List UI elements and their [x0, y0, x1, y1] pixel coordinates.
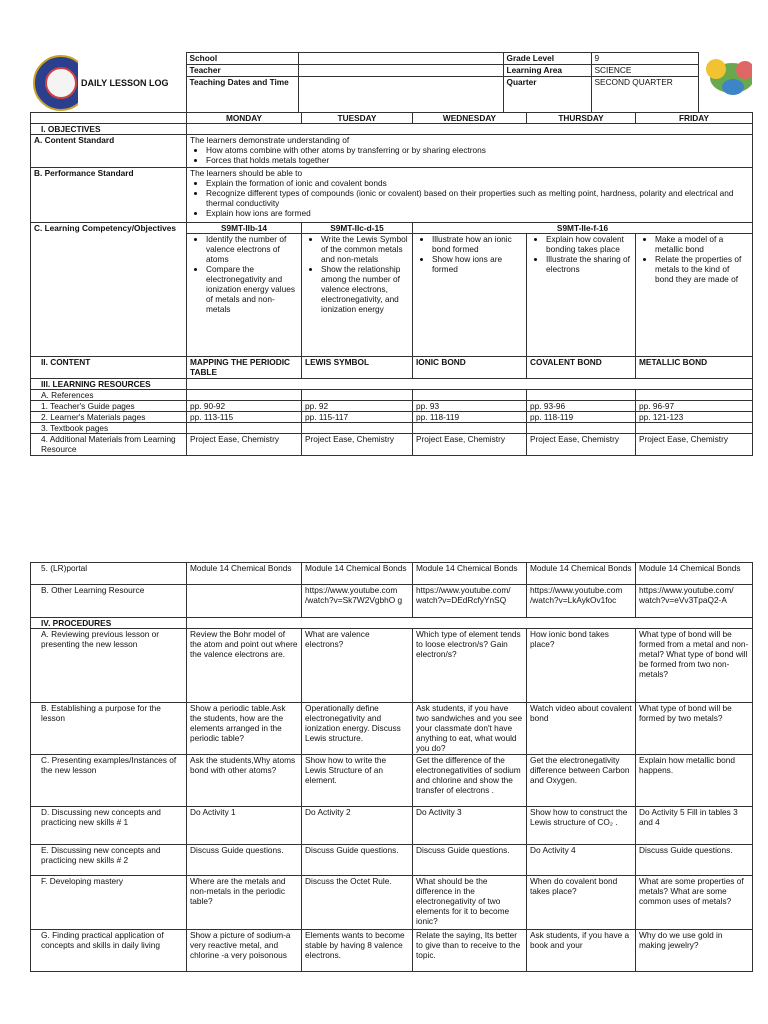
competency-item: • Illustrate the sharing of electrons [546, 254, 632, 274]
textbook-cell [527, 423, 636, 434]
performance-standard-label: B. Performance Standard [31, 168, 187, 223]
procedure-cell: Operationally define electronegativity and ionization energy. Discuss Lewis structure. [302, 703, 413, 755]
competency-item: • Explain how covalent bonding takes place [546, 234, 632, 254]
procedure-cell: What are valence electrons? [302, 629, 413, 703]
competency-item: • Show the relationship among the number of valence electrons, electronegativity, and ionization energy [321, 264, 409, 314]
tg-pages: pp. 92 [302, 401, 413, 412]
resources-heading: III. LEARNING RESOURCES [31, 379, 187, 390]
competency-item: • Make a model of a metallic bond [655, 234, 749, 254]
quarter-value: SECOND QUARTER [591, 77, 698, 113]
procedure-cell: Get the difference of the electronegativities of sodium and chlorine and show the transfer of electrons . [413, 755, 527, 807]
corner-cell [31, 113, 187, 124]
lesson-log-title: DAILY LESSON LOG [81, 77, 169, 88]
performance-standard-intro: The learners should be able to [190, 168, 303, 178]
science-logo-cell [698, 53, 752, 113]
procedure-cell: Elements wants to become stable by having 8 valence electrons. [302, 930, 413, 972]
procedure-cell: Do Activity 4 [527, 845, 636, 876]
lr-portal: Module 14 Chemical Bonds [413, 563, 527, 585]
day-monday: MONDAY [187, 113, 302, 124]
day-wednesday: WEDNESDAY [413, 113, 527, 124]
procedure-cell: Which type of element tends to loose electron/s? Gain electron/s? [413, 629, 527, 703]
additional-material: Project Ease, Chemistry [527, 434, 636, 456]
other-resource-label: B. Other Learning Resource [31, 585, 187, 618]
procedures-heading: IV. PROCEDURES [31, 618, 187, 629]
objectives-blank [187, 124, 753, 135]
objectives-heading: I. OBJECTIVES [31, 124, 187, 135]
procedure-cell: Discuss Guide questions. [302, 845, 413, 876]
code-tuesday: S9MT-IIc-d-15 [302, 223, 413, 234]
content-standard-item: • Forces that holds metals together [206, 155, 749, 165]
procedure-cell: Why do we use gold in making jewelry? [636, 930, 753, 972]
day-tuesday: TUESDAY [302, 113, 413, 124]
procedure-cell: Do Activity 3 [413, 807, 527, 845]
grade-label: Grade Level [503, 53, 591, 65]
additional-label: 4. Additional Materials from Learning Resource [31, 434, 187, 456]
procedure-cell: Show how to construct the Lewis structure of CO₂ . [527, 807, 636, 845]
continuation-table [30, 562, 753, 972]
textbook-cell [302, 423, 413, 434]
textbook-label: 3. Textbook pages [31, 423, 187, 434]
procedure-cell: Relate the saying, Its better to give than to receive to the topic. [413, 930, 527, 972]
procedure-label: E. Discussing new concepts and practicing new skills # 2 [31, 845, 187, 876]
lm-pages: pp. 118-119 [527, 412, 636, 423]
procedure-label: B. Establishing a purpose for the lesson [31, 703, 187, 755]
tg-pages: pp. 90-92 [187, 401, 302, 412]
competency-tuesday [302, 234, 413, 357]
teacher-label: Teacher [186, 65, 298, 77]
dates-label: Teaching Dates and Time [186, 77, 298, 113]
content-standard-intro: The learners demonstrate understanding of [190, 135, 350, 145]
tg-label: 1. Teacher's Guide pages [31, 401, 187, 412]
references-cell [302, 390, 413, 401]
lr-portal: Module 14 Chemical Bonds [636, 563, 753, 585]
school-value [298, 53, 503, 65]
tg-pages: pp. 93-96 [527, 401, 636, 412]
competency-item: • Illustrate how an ionic bond formed [432, 234, 523, 254]
procedure-cell: When do covalent bond takes place? [527, 876, 636, 930]
lr-portal-label: 5. (LR)portal [31, 563, 187, 585]
procedure-cell: How ionic bond takes place? [527, 629, 636, 703]
procedure-cell: Show how to write the Lewis Structure of an element. [302, 755, 413, 807]
procedure-cell: Discuss the Octet Rule. [302, 876, 413, 930]
teacher-value [298, 65, 503, 77]
procedure-cell: Where are the metals and non-metals in the periodic table? [187, 876, 302, 930]
topic-thursday: COVALENT BOND [527, 357, 636, 379]
references-cell [527, 390, 636, 401]
area-label: Learning Area [503, 65, 591, 77]
procedure-cell: Get the electronegativity difference between Carbon and Oxygen. [527, 755, 636, 807]
procedures-blank [187, 618, 753, 629]
topic-friday: METALLIC BOND [636, 357, 753, 379]
code-wed-fri: S9MT-IIe-f-16 [413, 223, 753, 234]
deped-seal-icon [33, 55, 78, 111]
references-cell [413, 390, 527, 401]
procedure-cell: Do Activity 5 Fill in tables 3 and 4 [636, 807, 753, 845]
procedure-cell: Discuss Guide questions. [636, 845, 753, 876]
procedure-cell: What type of bond will be formed from a metal and non-metal? What type of bond will be formed from two non-metals? [636, 629, 753, 703]
procedure-cell: Show a periodic table.Ask the students, how are the elements arranged in the periodic table? [187, 703, 302, 755]
main-table [30, 112, 753, 456]
references-cell [636, 390, 753, 401]
lr-portal: Module 14 Chemical Bonds [527, 563, 636, 585]
references-cell [187, 390, 302, 401]
additional-material: Project Ease, Chemistry [413, 434, 527, 456]
procedure-cell: Watch video about covalent bond [527, 703, 636, 755]
performance-standard [187, 168, 753, 223]
lr-portal: Module 14 Chemical Bonds [302, 563, 413, 585]
additional-material: Project Ease, Chemistry [636, 434, 753, 456]
competency-item: • Identify the number of valence electrons of atoms [206, 234, 298, 264]
lm-pages: pp. 121-123 [636, 412, 753, 423]
textbook-cell [187, 423, 302, 434]
competency-thursday [527, 234, 636, 357]
competency-item: • Relate the properties of metals to the kind of bond they are made of [655, 254, 749, 284]
content-heading: II. CONTENT [31, 357, 187, 379]
procedure-label: A. Reviewing previous lesson or presenting the new lesson [31, 629, 187, 703]
area-value: SCIENCE [591, 65, 698, 77]
lr-portal: Module 14 Chemical Bonds [187, 563, 302, 585]
procedure-cell: Show a picture of sodium-a very reactive metal, and chlorine -a very poisonous [187, 930, 302, 972]
lm-label: 2. Learner's Materials pages [31, 412, 187, 423]
lm-pages: pp. 115-117 [302, 412, 413, 423]
procedure-cell: Discuss Guide questions. [413, 845, 527, 876]
procedure-cell: What should be the difference in the electronegativity of two elements for it to become ionic? [413, 876, 527, 930]
code-monday: S9MT-IIb-14 [187, 223, 302, 234]
additional-material: Project Ease, Chemistry [302, 434, 413, 456]
header-table [30, 52, 752, 113]
competency-monday [187, 234, 302, 357]
grade-value: 9 [591, 53, 698, 65]
day-friday: FRIDAY [636, 113, 753, 124]
topic-wednesday: IONIC BOND [413, 357, 527, 379]
performance-standard-item: • Explain the formation of ionic and covalent bonds [206, 178, 749, 188]
competency-item: • Show how ions are formed [432, 254, 523, 274]
seal-cell [30, 53, 78, 113]
procedure-cell: Do Activity 2 [302, 807, 413, 845]
topic-tuesday: LEWIS SYMBOL [302, 357, 413, 379]
other-resource-link[interactable]: https://www.youtube.com/ watch?v=eVv3TpaQ2-A [636, 585, 753, 618]
content-standard [187, 135, 753, 168]
procedure-cell: Ask students, if you have two sandwiches and you see your classmate don't have anything to eat, what would you do? [413, 703, 527, 755]
dates-value [298, 77, 503, 113]
procedure-cell: Review the Bohr model of the atom and point out where the valence electrons are. [187, 629, 302, 703]
content-standard-label: A. Content Standard [31, 135, 187, 168]
school-label: School [186, 53, 298, 65]
procedure-label: G. Finding practical application of concepts and skills in daily living [31, 930, 187, 972]
resources-blank [187, 379, 753, 390]
performance-standard-item: • Recognize different types of compounds (ionic or covalent) based on their properties such as melting point, hardness, polarity and electrical and thermal conductivity [206, 188, 749, 208]
procedure-cell: Discuss Guide questions. [187, 845, 302, 876]
other-resource-link[interactable]: https://www.youtube.com /watch?v=Sk7W2VgbhO g [302, 585, 413, 618]
procedure-label: D. Discussing new concepts and practicing new skills # 1 [31, 807, 187, 845]
competency-label: C. Learning Competency/Objectives [31, 223, 187, 357]
procedure-label: F. Developing mastery [31, 876, 187, 930]
procedure-cell: Ask the students,Why atoms bond with other atoms? [187, 755, 302, 807]
procedure-label: C. Presenting examples/Instances of the new lesson [31, 755, 187, 807]
competency-friday [636, 234, 753, 357]
other-resource-link[interactable]: https://www.youtube.com/ watch?v=DEdRcfyYnSQ [413, 585, 527, 618]
references-label: A. References [31, 390, 187, 401]
day-thursday: THURSDAY [527, 113, 636, 124]
quarter-label: Quarter [503, 77, 591, 113]
additional-material: Project Ease, Chemistry [187, 434, 302, 456]
tg-pages: pp. 93 [413, 401, 527, 412]
textbook-cell [413, 423, 527, 434]
performance-standard-item: • Explain how ions are formed [206, 208, 749, 218]
procedure-cell: What are some properties of metals? What are some common uses of metals? [636, 876, 753, 930]
topic-monday: MAPPING THE PERIODIC TABLE [187, 357, 302, 379]
procedure-cell: Ask students, if you have a book and your [527, 930, 636, 972]
tg-pages: pp. 96-97 [636, 401, 753, 412]
content-standard-item: • How atoms combine with other atoms by transferring or by sharing electrons [206, 145, 749, 155]
competency-item: • Compare the electronegativity and ionization energy values of metals and non-metals [206, 264, 298, 314]
other-resource-link[interactable]: https://www.youtube.com /watch?v=LkAykOv1foc [527, 585, 636, 618]
procedure-cell: Do Activity 1 [187, 807, 302, 845]
competency-item: • Write the Lewis Symbol of the common metals and non-metals [321, 234, 409, 264]
lm-pages: pp. 118-119 [413, 412, 527, 423]
science-collage-icon [702, 57, 753, 97]
other-resource [187, 585, 302, 618]
textbook-cell [636, 423, 753, 434]
procedure-cell: What type of bond will be formed by two metals? [636, 703, 753, 755]
competency-wednesday [413, 234, 527, 357]
procedure-cell: Explain how metallic bond happens. [636, 755, 753, 807]
lm-pages: pp. 113-115 [187, 412, 302, 423]
